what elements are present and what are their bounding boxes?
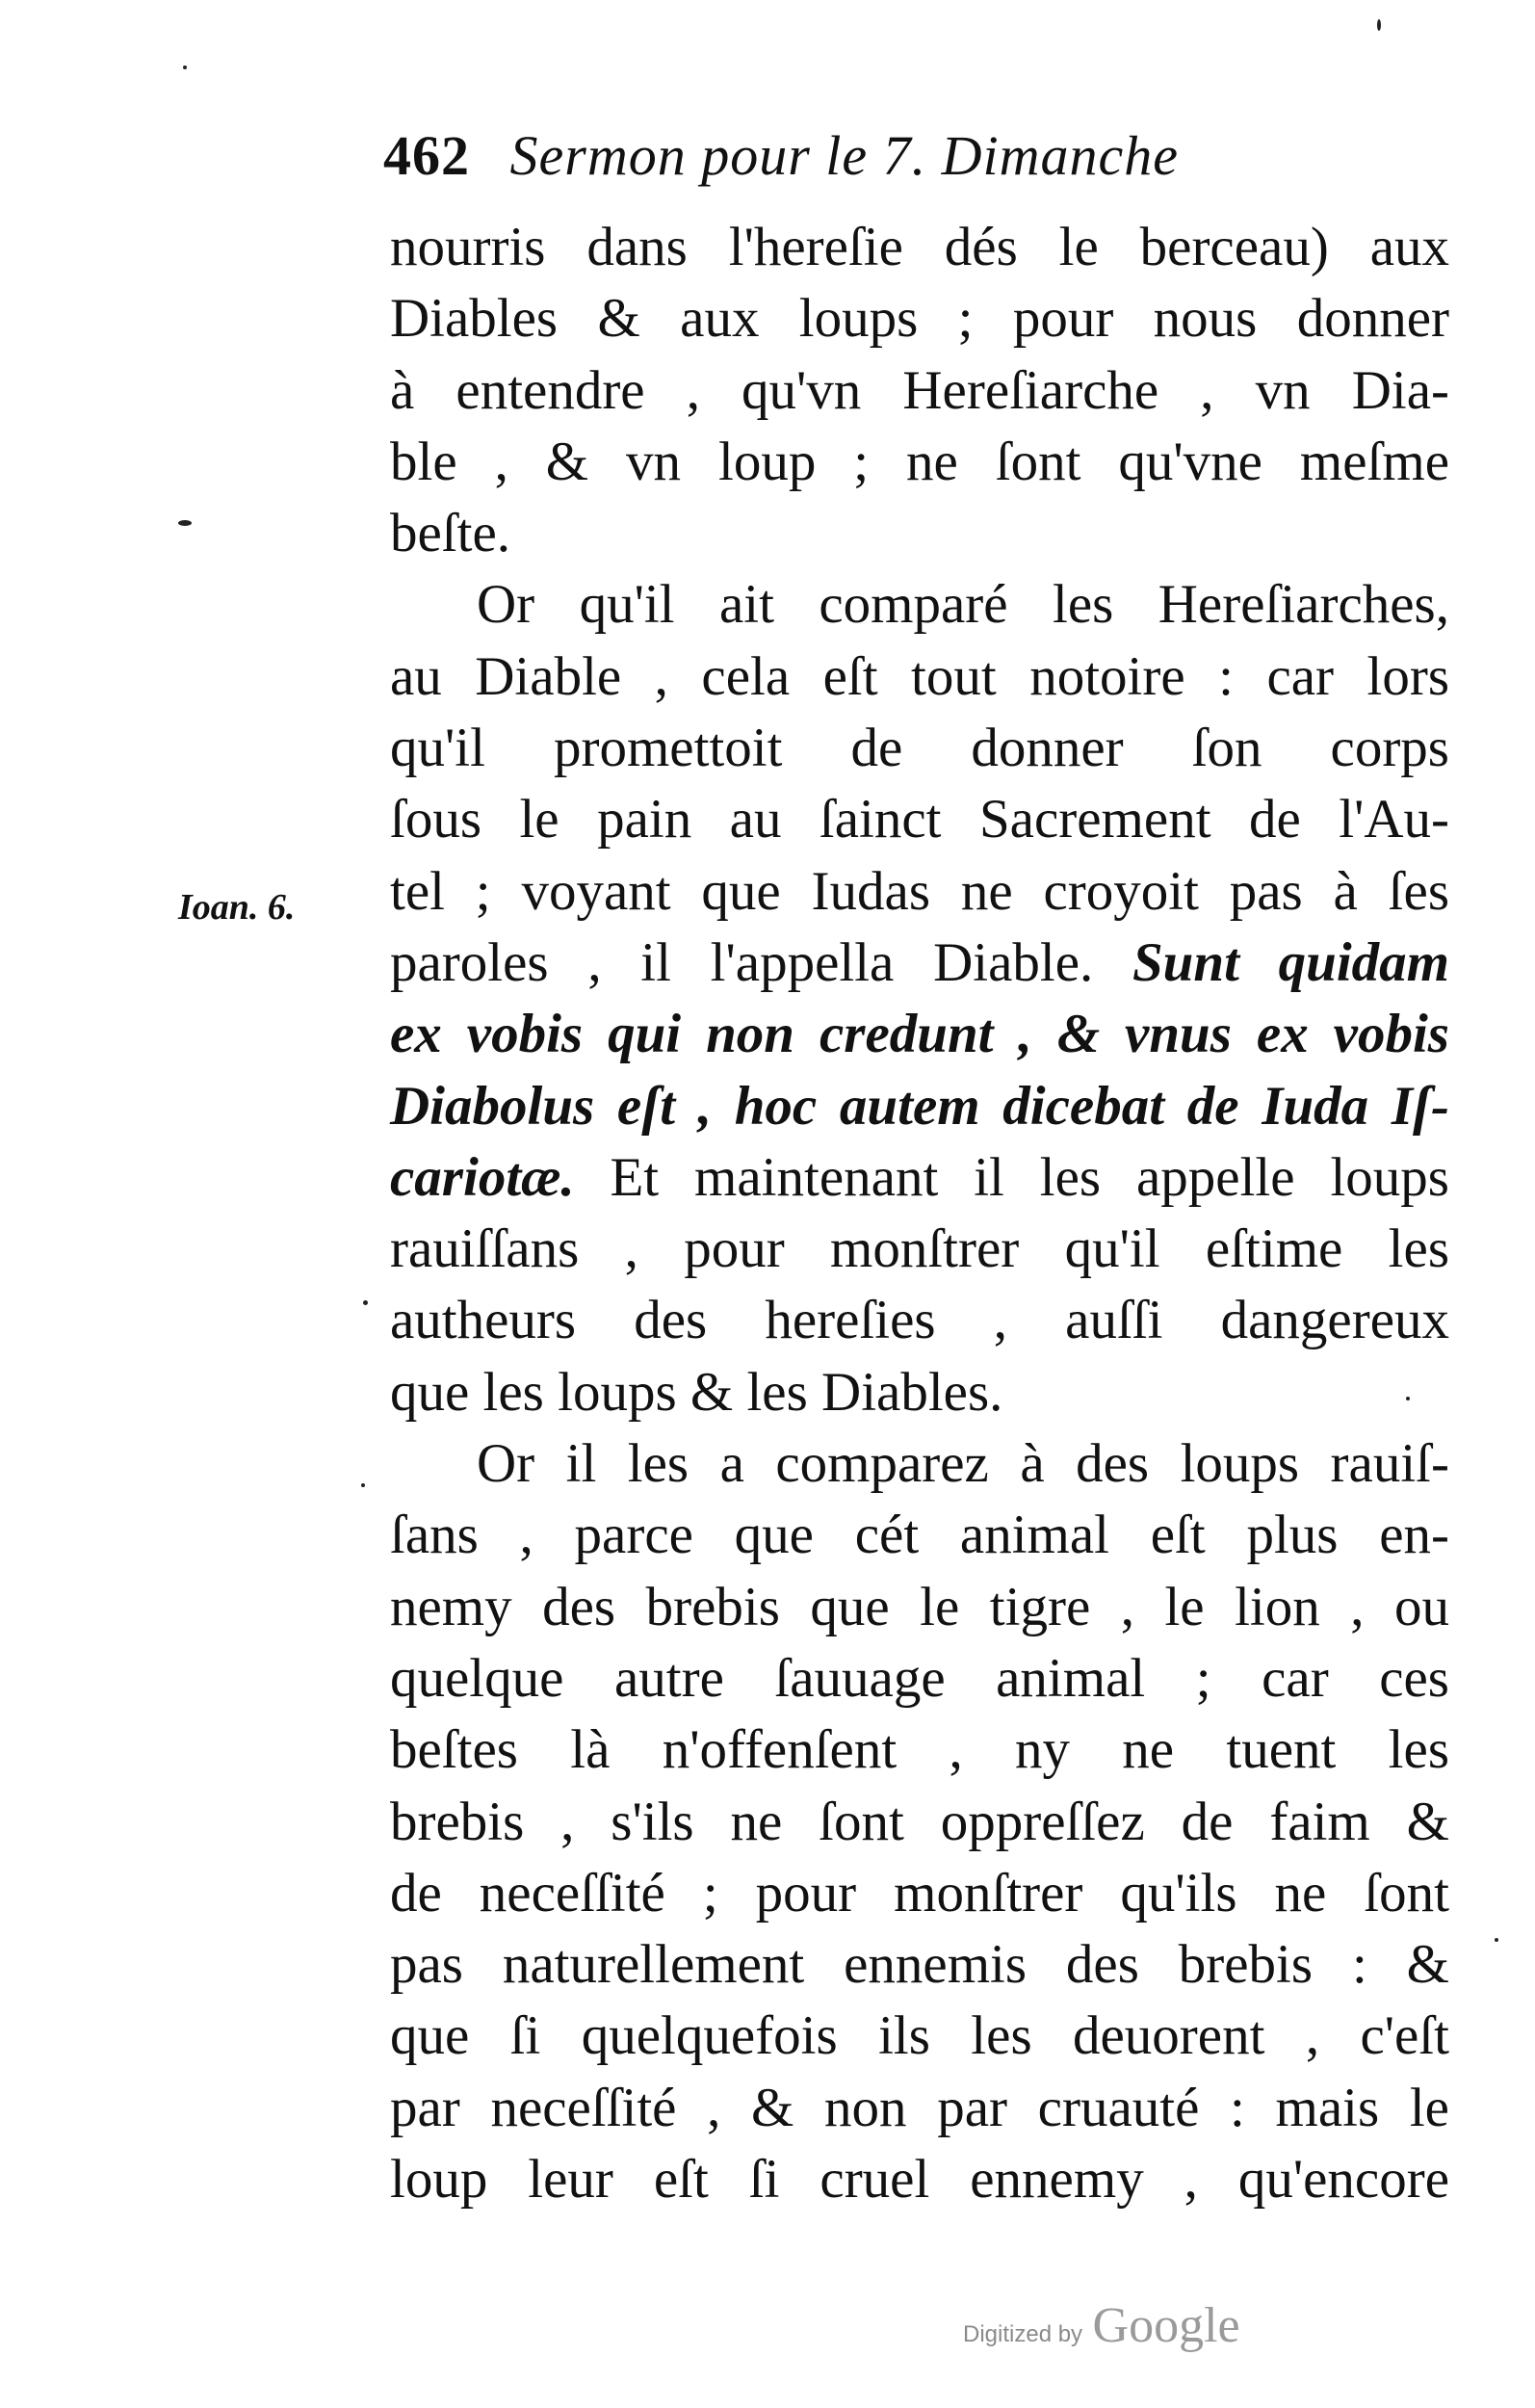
text-line [390, 1357, 1449, 1428]
text-segment: ble , & vn loup ; ne ſont qu'vne meſme [390, 431, 1449, 492]
text-segment: Or qu'il ait comparé les Hereſiarches, [477, 574, 1449, 636]
text-line [390, 212, 1449, 283]
latin-quotation: ex vobis qui non credunt , & vnus ex vobis [390, 1004, 1449, 1065]
text-line [390, 355, 1449, 427]
text-segment: ſans , parce que cét animal eſt plus en- [390, 1505, 1449, 1566]
text-line [390, 1285, 1449, 1356]
latin-quotation: cariotæ. [390, 1146, 575, 1208]
text-line [390, 2001, 1449, 2072]
text-line [390, 1643, 1449, 1714]
text-segment: au Diable , cela eſt tout notoire : car lors [390, 645, 1449, 707]
text-segment: que ſi quelquefois ils les deuorent , c'eſt [390, 2005, 1449, 2067]
text-line [390, 1714, 1449, 1786]
text-line [390, 569, 1449, 641]
text-segment: que les loups & les Diables. [390, 1361, 1003, 1423]
text-line [390, 999, 1449, 1070]
text-line [390, 498, 1449, 569]
text-line [390, 1214, 1449, 1285]
scan-speck [361, 1483, 365, 1487]
text-segment: ſous le pain au ſainct Sacrement de l'Au- [390, 789, 1449, 851]
running-title: Sermon pour le 7. Dimanche [509, 124, 1180, 187]
scan-speck [178, 520, 192, 526]
text-segment: autheurs des hereſies , auſſi dangereux [390, 1290, 1449, 1351]
digitized-footer [963, 2297, 1240, 2354]
text-line [390, 856, 1449, 928]
text-segment: beſte. [390, 503, 511, 564]
text-line [390, 784, 1449, 855]
text-segment: pas naturellement ennemis des brebis : & [390, 1934, 1449, 1996]
latin-quotation: Diabolus eſt , hoc autem dicebat de Iuda Iſ- [390, 1075, 1449, 1137]
page-number: 462 [383, 124, 470, 187]
text-line [390, 283, 1449, 354]
text-line [390, 641, 1449, 713]
text-segment: paroles , il l'appella Diable. [390, 931, 1132, 993]
text-segment: quelque autre ſauuage animal ; car ces [390, 1647, 1449, 1709]
text-line [390, 2073, 1449, 2144]
text-segment: Or il les a comparez à des loups rauiſ- [477, 1433, 1449, 1495]
text-line [390, 713, 1449, 784]
text-segment: tel ; voyant que Iudas ne croyoit pas à ſes [390, 860, 1449, 922]
text-segment: beſtes là n'offenſent , ny ne tuent les [390, 1719, 1449, 1781]
text-line [390, 1572, 1449, 1643]
scan-speck [363, 1300, 368, 1305]
text-segment: de neceſſité ; pour monſtrer qu'ils ne ſont [390, 1862, 1449, 1924]
scan-speck [183, 65, 187, 69]
text-line [390, 1142, 1449, 1214]
text-segment: loup leur eſt ſi cruel ennemy , qu'encore [390, 2149, 1449, 2211]
latin-quotation: Sunt quidam [1132, 931, 1449, 993]
text-segment: nemy des brebis que le tigre , le lion , ou [390, 1576, 1449, 1637]
text-line [390, 928, 1449, 999]
digitized-by-label: Digitized by [963, 2321, 1083, 2347]
text-line [390, 1500, 1449, 1571]
text-segment: brebis , s'ils ne ſont oppreſſez de faim & [390, 1791, 1449, 1852]
scan-speck [1495, 1938, 1498, 1942]
text-segment: qu'il promettoit de donner ſon corps [390, 718, 1449, 779]
text-line [390, 2144, 1449, 2215]
google-logo: Google [1092, 2298, 1240, 2353]
text-line [390, 1787, 1449, 1858]
scan-speck [1377, 19, 1381, 31]
text-line [390, 1929, 1449, 2001]
margin-note: Ioan. 6. [178, 887, 296, 928]
text-line [390, 1071, 1449, 1142]
scan-speck [1406, 1397, 1410, 1400]
text-segment: nourris dans l'hereſie dés le berceau) aux [390, 217, 1449, 277]
text-segment: Et maintenant il les appelle loups [574, 1146, 1449, 1208]
text-segment: par neceſſité , & non par cruauté : mais le [390, 2077, 1449, 2138]
text-line [390, 1428, 1449, 1500]
text-line [390, 427, 1449, 498]
text-segment: rauiſſans , pour monſtrer qu'il eſtime les [390, 1218, 1449, 1280]
text-segment: à entendre , qu'vn Hereſiarche , vn Dia- [390, 359, 1449, 421]
page-header [383, 123, 1179, 188]
body-text [390, 212, 1449, 2215]
text-segment: Diables & aux loups ; pour nous donner [390, 288, 1449, 350]
text-line [390, 1858, 1449, 1929]
